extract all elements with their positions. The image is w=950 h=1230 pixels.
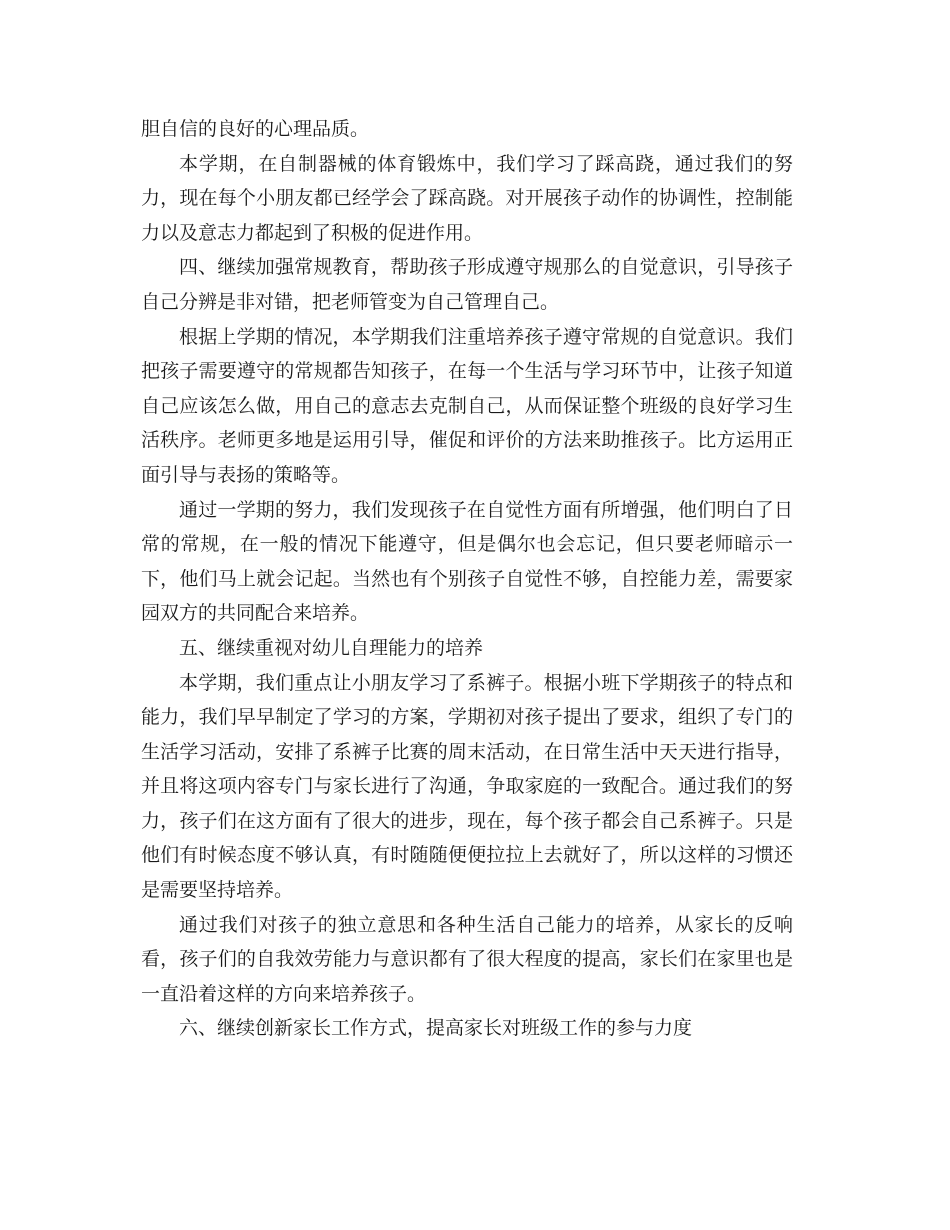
section-heading-4: 四、继续加强常规教育，帮助孩子形成遵守规那么的自觉意识，引导孩子自己分辨是非对错，把老师管变为自己管理自己。	[141, 256, 793, 313]
paragraph-parent-feedback: 通过我们对孩子的独立意思和各种生活自己能力的培养，从家长的反响看，孩子们的自我效劳能力与意识都有了很大程度的提高，家长们在家里也是一直沿着这样的方向来培养孩子。	[141, 913, 793, 1005]
document-body	[141, 112, 793, 1046]
section-heading-6: 六、继续创新家长工作方式，提高家长对班级工作的参与力度	[179, 1017, 693, 1040]
paragraph-routine-awareness: 根据上学期的情况，本学期我们注重培养孩子遵守常规的自觉意识。我们把孩子需要遵守的常规都告知孩子，在每一个生活与学习环节中，让孩子知道自己应该怎么做，用自己的意志去克制自己，从而保证整个班级的良好学习生活秩序。老师更多地是运用引导，催促和评价的方法来助推孩子。比方运用正面引导与表扬的策略等。	[141, 325, 793, 486]
paragraph-continuation: 胆自信的良好的心理品质。	[141, 118, 370, 140]
section-heading-5: 五、继续重视对幼儿自理能力的培养	[179, 636, 484, 659]
paragraph-tying-pants: 本学期，我们重点让小朋友学习了系裤子。根据小班下学期孩子的特点和能力，我们早早制定了学习的方案，学期初对孩子提出了要求，组织了专门的生活学习活动，安排了系裤子比赛的周末活动，在日常生活中天天进行指导，并且将这项内容专门与家长进行了沟通，争取家庭的一致配合。通过我们的努力，孩子们在这方面有了很大的进步，现在，每个孩子都会自己系裤子。只是他们有时候态度不够认真，有时随随便便拉拉上去就好了，所以这样的习惯还是需要坚持培养。	[141, 671, 793, 902]
paragraph-stilts-training: 本学期，在自制器械的体育锻炼中，我们学习了踩高跷，通过我们的努力，现在每个小朋友都已经学会了踩高跷。对开展孩子动作的协调性，控制能力以及意志力都起到了积极的促进作用。	[141, 152, 793, 244]
paragraph-self-discipline-results: 通过一学期的努力，我们发现孩子在自觉性方面有所增强，他们明白了日常的常规，在一般的情况下能遵守，但是偶尔也会忘记，但只要老师暗示一下，他们马上就会记起。当然也有个别孩子自觉性不够，自控能力差，需要家园双方的共同配合来培养。	[141, 498, 793, 625]
